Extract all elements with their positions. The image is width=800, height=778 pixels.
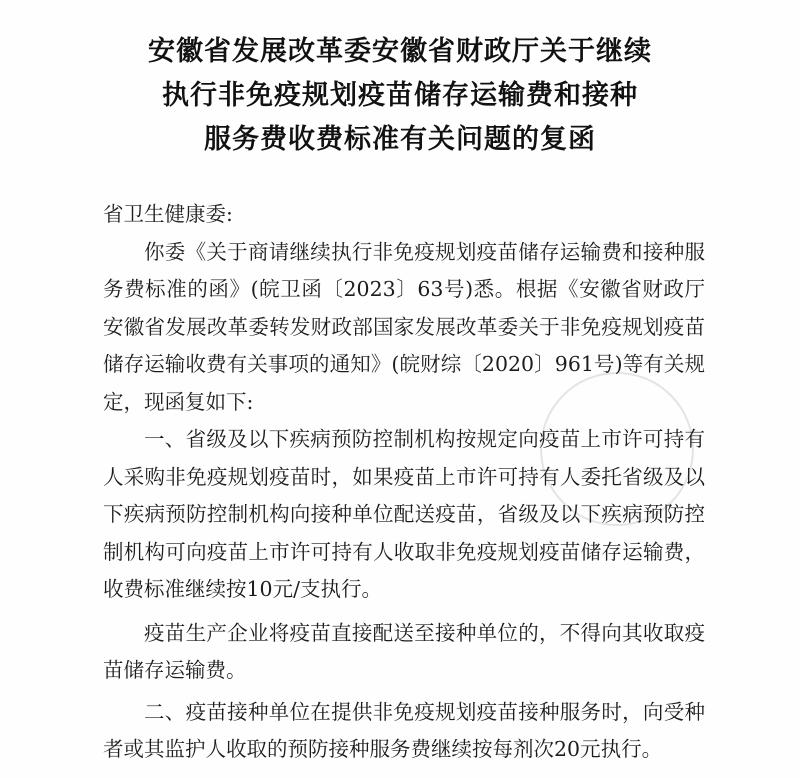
- paragraph-item-one: 一、省级及以下疾病预防控制机构按规定向疫苗上市许可持有人采购非免疫规划疫苗时，如果疫苗上市许可持有人委托省级及以下疾病预防控制机构向接种单位配送疫苗，省级及以下疾病预防控制机构可向疫苗上市许可持有人收取非免疫规划疫苗储存运输费，收费标准继续按10元/支执行。: [103, 427, 705, 601]
- paragraph-manufacturer-note: 疫苗生产企业将疫苗直接配送至接种单位的，不得向其收取疫苗储存运输费。: [103, 620, 705, 682]
- paragraph-intro: 你委《关于商请继续执行非免疫规划疫苗储存运输费和接种服务费标准的函》(皖卫函〔2023〕63号)悉。根据《安徽省财政厅安徽省发展改革委转发财政部国家发展改革委关于非免疫规划疫苗储存运输收费有关事项的通知》(皖财综〔2020〕961号)等有关规定，现函复如下:: [103, 239, 705, 414]
- document-title: [0, 30, 800, 162]
- paragraph-item-two: 二、疫苗接种单位在提供非免疫规划疫苗接种服务时，向受种者或其监护人收取的预防接种服务费继续按每剂次20元执行。: [103, 699, 705, 761]
- title-line-2: 执行非免疫规划疫苗储存运输费和接种: [162, 80, 638, 111]
- title-line-1: 安徽省发展改革委安徽省财政厅关于继续: [148, 36, 652, 67]
- title-line-3: 服务费收费标准有关问题的复函: [204, 124, 596, 155]
- document-body: [103, 196, 705, 769]
- recipient-line: 省卫生健康委:: [103, 202, 233, 226]
